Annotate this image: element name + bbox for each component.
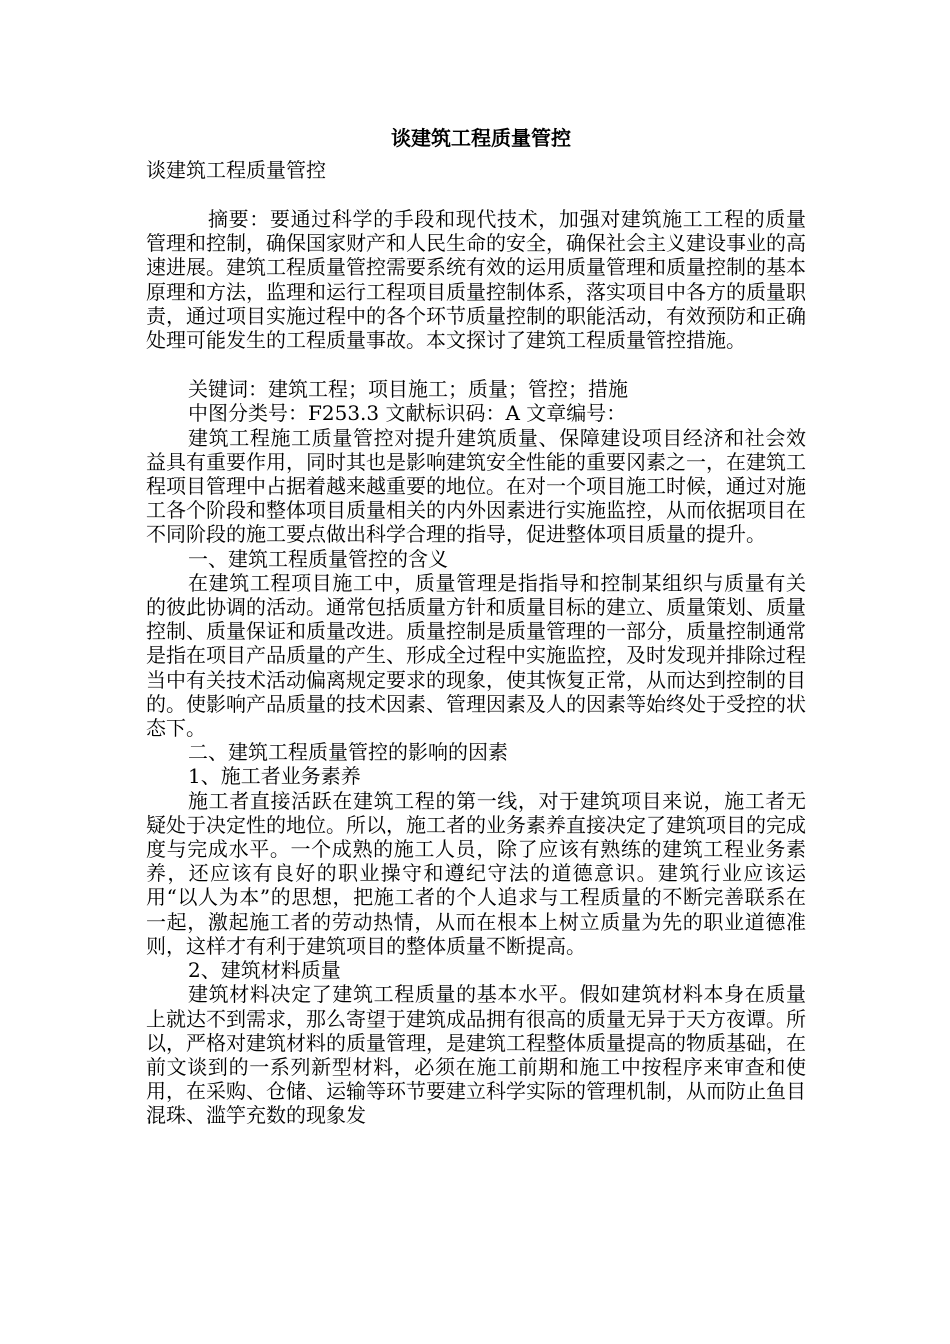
section-heading-2: 二、建筑工程质量管控的影响的因素 <box>188 740 508 765</box>
abstract-paragraph: 摘要：要通过科学的手段和现代技术，加强对建筑施工工程的质量管理和控制，确保国家财产和人民生命的安全，确保社会主义建设事业的高速进展。建筑工程质量管控需要系统有效的运用质量管理和质量控制的基本原理和方法，监理和运行工程项目质量控制体系，落实项目中各方的质量职责，通过项目实施过程中的各个环节质量控制的职能活动，有效预防和正确处理可能发生的工程质量事故。本文探讨了建筑工程质量管控措施。 <box>146 207 806 353</box>
document-subtitle: 谈建筑工程质量管控 <box>146 158 326 182</box>
subsection-heading-2: 2、建筑材料质量 <box>188 958 341 983</box>
section-heading-1: 一、建筑工程质量管控的含义 <box>188 546 448 571</box>
intro-paragraph: 建筑工程施工质量管控对提升建筑质量、保障建设项目经济和社会效益具有重要作用，同时其也是影响建筑安全性能的重要冈素之一，在建筑工程项目管理中占据着越来越重要的地位。在对一个项目施工时候，通过对施工各个阶段和整体项目质量相关的内外因素进行实施监控，从而依据项目在不同阶段的施工要点做出科学合理的指导，促进整体项目质量的提升。 <box>146 425 806 547</box>
document-body <box>146 118 806 1128</box>
subsection-heading-1: 1、施工者业务素养 <box>188 764 361 789</box>
document-title: 谈建筑工程质量管控 <box>391 126 571 150</box>
classification-line: 中图分类号：F253.3 文献标识码：A 文章编号： <box>188 401 627 426</box>
keywords-line: 关键词：建筑工程；项目施工；质量；管控；措施 <box>188 377 628 402</box>
body-paragraph: 建筑材料决定了建筑工程质量的基本水平。假如建筑材料本身在质量上就达不到需求，那么寄望于建筑成品拥有很高的质量无异于天方夜谭。所以，严格对建筑材料的质量管理，是建筑工程整体质量提高的物质基础，在前文谈到的一系列新型材料，必须在施工前期和施工中按程序来审查和使用，在采购、仓储、运输等环节要建立科学实际的管理机制，从而防止鱼目混珠、滥竽充数的现象发 <box>146 982 806 1128</box>
body-paragraph: 施工者直接活跃在建筑工程的第一线，对于建筑项目来说，施工者无疑处于决定性的地位。所以，施工者的业务素养直接决定了建筑项目的完成度与完成水平。一个成熟的施工人员，除了应该有熟练的建筑工程业务素养，还应该有良好的职业操守和遵纪守法的道德意识。建筑行业应该运用“以人为本”的思想，把施工者的个人追求与工程质量的不断完善联系在一起，激起施工者的劳动热情，从而在根本上树立质量为先的职业道德准则，这样才有利于建筑项目的整体质量不断提高。 <box>146 788 806 958</box>
body-paragraph: 在建筑工程项目施工中，质量管理是指指导和控制某组织与质量有关的彼此协调的活动。通常包括质量方针和质量目标的建立、质量策划、质量控制、质量保证和质量改进。质量控制是质量管理的一部分，质量控制通常是指在项目产品质量的产生、形成全过程中实施监控，及时发现并排除过程当中有关技术活动偏离规定要求的现象，使其恢复正常，从而达到控制的目的。使影响产品质量的技术因素、管理因素及人的因素等始终处于受控的状态下。 <box>146 570 806 741</box>
